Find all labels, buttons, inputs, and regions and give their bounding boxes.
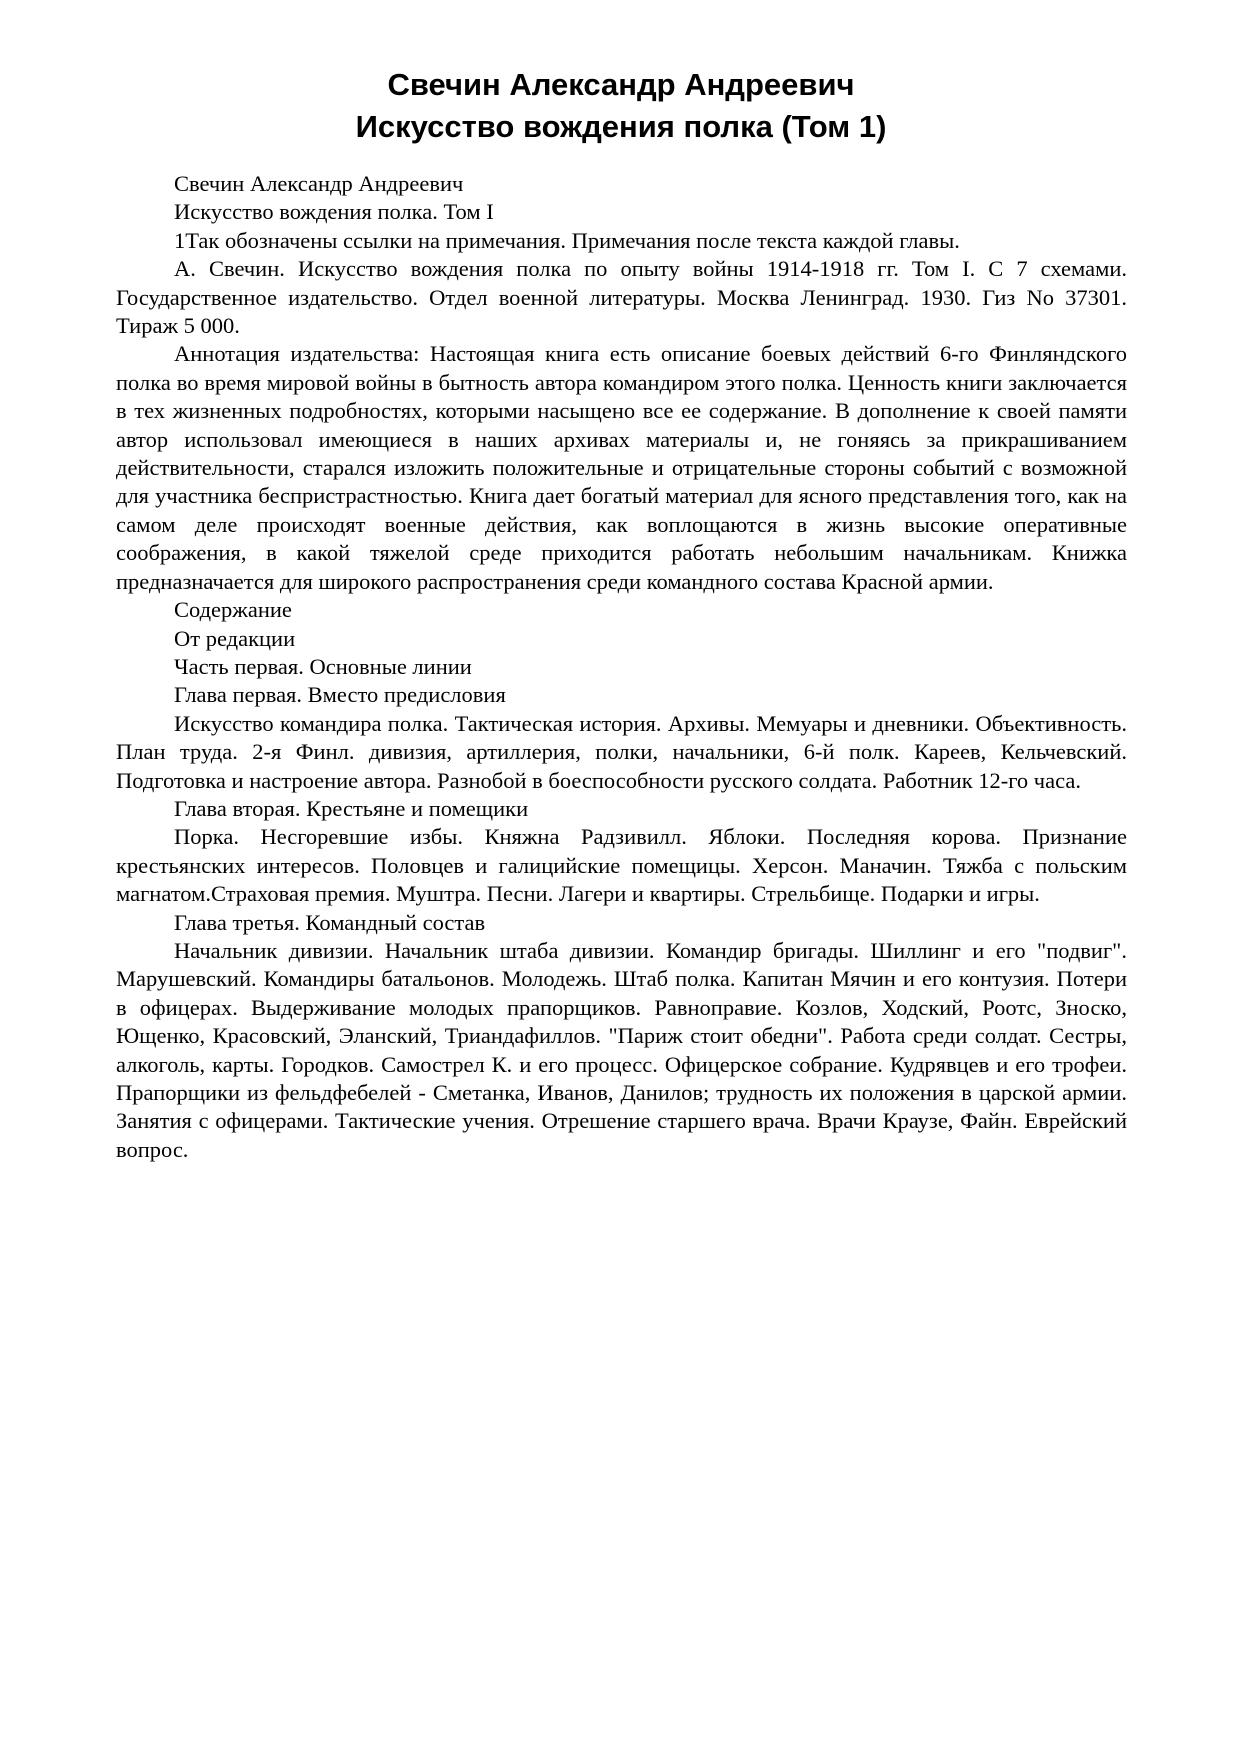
paragraph: Порка. Несгоревшие избы. Княжна Радзивилл. Яблоки. Последняя корова. Признание крестьянских интересов. Половцев и галицийские помещицы. Херсон. Маначин. Тяжба с польским магнатом.Страховая премия. Муштра. Песни. Лагери и квартиры. Стрельбище. Подарки и игры. [116, 824, 1127, 907]
paragraph: Глава первая. Вместо предисловия [174, 682, 506, 708]
paragraph: Содержание [174, 597, 292, 623]
paragraph: Искусство вождения полка. Том I [174, 199, 494, 225]
paragraph: 1Так обозначены ссылки на примечания. Примечания после текста каждой главы. [174, 227, 960, 253]
document-title [0, 64, 1242, 148]
paragraph: А. Свечин. Искусство вождения полка по опыту войны 1914-1918 гг. Том I. С 7 схемами. Государственное издательство. Отдел военной литературы. Москва Ленинград. 1930. Гиз No 37301. Тираж 5 000. [116, 256, 1127, 339]
paragraph: От редакции [174, 625, 296, 651]
title-author: Свечин Александр Андреевич [387, 67, 855, 102]
paragraph: Аннотация издательства: Настоящая книга есть описание боевых действий 6-го Финляндского полка во время мировой войны в бытность автора командиром этого полка. Ценность книги заключается в тех жизненных подробностях, которыми насыщено все ее содержание. В дополнение к своей памяти автор использовал имеющиеся в наших архивах материалы и, не гоняясь за прикрашиванием действительности, старался изложить положительные и отрицательные стороны событий с возможной для участника беспристрастностью. Книга дает богатый материал для ясного представления того, как на самом деле происходят военные действия, как воплощаются в жизнь высокие оперативные соображения, в какой тяжелой среде приходится работать небольшим начальникам. Книжка предназначается для широкого распространения среди командного состава Красной армии. [116, 341, 1127, 594]
title-book: Искусство вождения полка (Том 1) [355, 109, 887, 144]
paragraph: Часть первая. Основные линии [174, 653, 472, 679]
paragraph: Искусство командира полка. Тактическая история. Архивы. Мемуары и дневники. Объективность. План труда. 2-я Финл. дивизия, артиллерия, полки, начальники, 6-й полк. Кареев, Кельчевский. Подготовка и настроение автора. Разнобой в боеспособности русского солдата. Работник 12-го часа. [116, 710, 1127, 793]
paragraph: Свечин Александр Андреевич [174, 171, 464, 196]
document-body [116, 170, 1127, 1164]
paragraph: Глава третья. Командный состав [174, 909, 486, 935]
paragraph: Глава вторая. Крестьяне и помещики [174, 795, 529, 821]
paragraph: Начальник дивизии. Начальник штаба дивизии. Командир бригады. Шиллинг и его "подвиг". Марушевский. Командиры батальонов. Молодежь. Штаб полка. Капитан Мячин и его контузия. Потери в офицерах. Выдерживание молодых прапорщиков. Равноправие. Козлов, Ходский, Роотс, Зноско, Ющенко, Красовский, Эланский, Триандафиллов. "Париж стоит обедни". Работа среди солдат. Сестры, алкоголь, карты. Городков. Самострел К. и его процесс. Офицерское собрание. Кудрявцев и его трофеи. Прапорщики из фельдфебелей - Сметанка, Иванов, Данилов; трудность их положения в царской армии. Занятия с офицерами. Тактические учения. Отрешение старшего врача. Врачи Краузе, Файн. Еврейский вопрос. [116, 937, 1127, 1162]
